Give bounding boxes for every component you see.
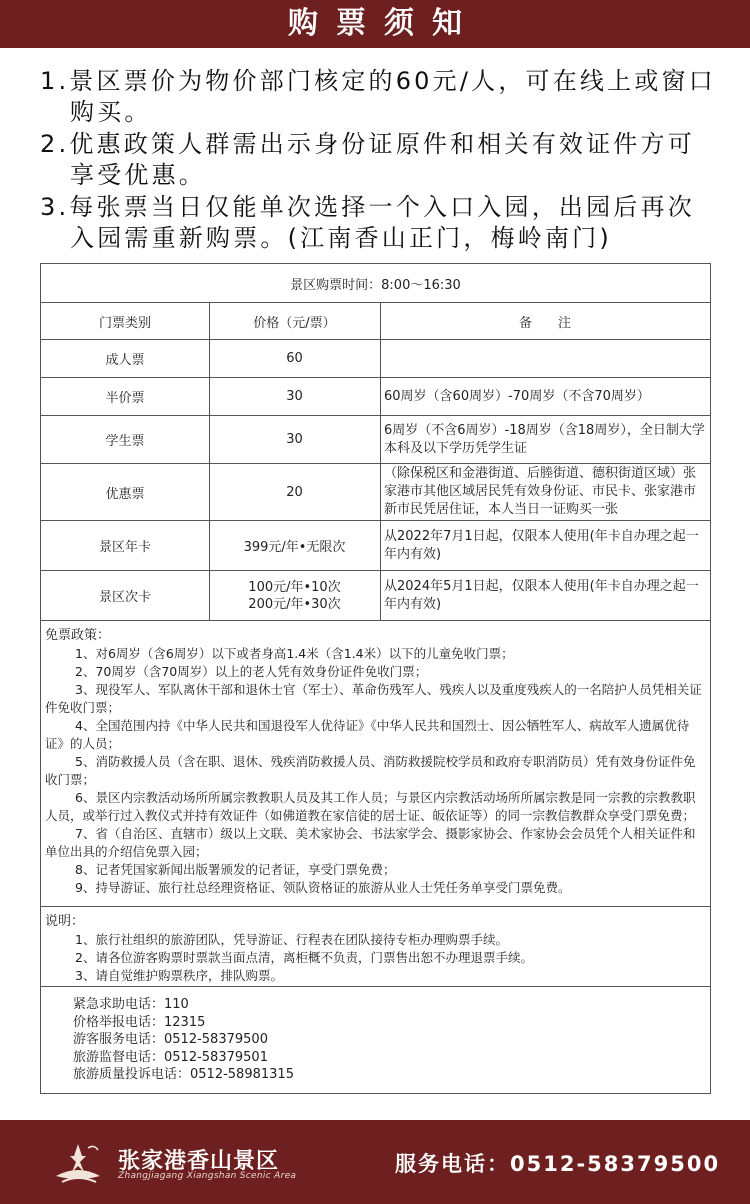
ticket-note: 从2022年7月1日起，仅限本人使用(年卡自办理之起一年内有效) (384, 528, 699, 562)
ticket-type: 成人票 (105, 353, 145, 368)
table-row (41, 571, 710, 621)
contact-line (73, 1049, 710, 1067)
notes-section (41, 907, 710, 987)
page-title: 购票须知 (288, 6, 480, 41)
exemption-item: 9、持导游证、旅行社总经理资格证、领队资格证的旅游从业人士凭任务单享受门票免费。 (75, 880, 571, 895)
header-price: 价格（元/票） (253, 315, 336, 331)
table-row (41, 464, 710, 521)
table-row (41, 416, 710, 464)
ticket-note: 60周岁（含60周岁）-70周岁（不含70周岁） (384, 388, 650, 404)
rule-item: 2.优惠政策人群需出示身份证原件和相关有效证件方可享受优惠。 (40, 130, 695, 189)
ticket-type: 学生票 (105, 434, 145, 449)
brand-name-en: Zhangjiagang Xiangshan Scenic Area (118, 1171, 297, 1181)
exemption-item: 6、景区内宗教活动场所所属宗教教职人员及其工作人员；与景区内宗教活动场所所属宗教是同一宗教的宗教教职人员，或举行过入教仪式并持有效证件（如佛道教在家信徒的居士证、皈依证等）的同一宗教信教群众享受门票免费； (45, 790, 696, 823)
notice-box (40, 263, 711, 1094)
ticket-price: 30 (286, 432, 303, 447)
ticket-note: 6周岁（不含6周岁）-18周岁（含18周岁），全日制大学本科及以下学历凭学生证 (384, 422, 705, 456)
exemption-section (41, 621, 710, 907)
table-row (41, 340, 710, 378)
ticket-price: 20 (286, 484, 303, 500)
exemption-item: 2、70周岁（含70周岁）以上的老人凭有效身份证件免收门票； (75, 664, 428, 679)
service-hotline: 服务电话：0512-58379500 (395, 1152, 721, 1176)
footer-bar (0, 1120, 750, 1204)
ticket-type: 景区次卡 (98, 590, 151, 605)
contact-line (73, 1066, 710, 1084)
price-option: 100元/年•10次 (248, 579, 341, 595)
price-option: 200元/年•30次 (248, 596, 341, 612)
table-row (41, 521, 710, 571)
exemption-item: 1、对6周岁（含6周岁）以下或者身高1.4米（含1.4米）以下的儿童免收门票； (75, 646, 514, 661)
ticket-note: （除保税区和金港街道、后塍街道、德积街道区域）张家港市其他区域居民凭有效身份证、市民卡、张家港市新市民凭居住证，本人当日一证购买一张 (384, 466, 697, 517)
notes-item: 1、旅行社组织的旅游团队，凭导游证、行程表在团队接待专柜办理购票手续。 (75, 932, 508, 947)
contact-label: 旅游质量投诉电话： (73, 1067, 191, 1083)
rule-item: 3.每张票当日仅能单次选择一个入口入园，出园后再次入园需重新购票。(江南香山正门，梅岭南门) (40, 193, 695, 252)
exemption-item: 5、消防救援人员（含在职、退休、残疾消防救援人员、消防救援院校学员和政府专职消防员）凭有效身份证件免收门票； (45, 754, 696, 787)
exemption-item: 8、记者凭国家新闻出版署颁发的记者证，享受门票免费； (75, 862, 396, 877)
ticket-price: 399元/年•无限次 (243, 540, 346, 555)
contact-line (73, 1031, 710, 1049)
ticket-type: 优惠票 (105, 486, 145, 502)
exemption-title: 免票政策： (45, 628, 111, 643)
ticket-hours: 景区购票时间：8:00～16:30 (290, 277, 461, 293)
table-header-row (41, 303, 710, 340)
scenic-logo-icon (52, 1136, 104, 1188)
notes-item: 2、请各位游客购票时票款当面点清，离柜概不负责，门票售出恕不办理退票手续。 (75, 950, 533, 965)
contact-list (41, 990, 710, 1084)
contact-number: 12315 (164, 1014, 206, 1030)
ticket-price: 60 (286, 351, 303, 366)
contact-number: 0512-58981315 (190, 1067, 294, 1083)
ticket-type: 景区年卡 (98, 540, 151, 555)
ticket-note: 从2024年5月1日起，仅限本人使用(年卡自办理之起一年内有效) (384, 578, 699, 612)
contact-number: 110 (164, 997, 189, 1012)
exemption-item: 3、现役军人、军队离休干部和退休士官（军士）、革命伤残军人、残疾人以及重度残疾人的一名陪护人员凭相关证件免收门票； (45, 682, 702, 715)
notes-item: 3、请自觉维护购票秩序，排队购票。 (75, 968, 283, 983)
ticket-note (380, 340, 710, 377)
contact-label: 旅游监督电话： (73, 1049, 165, 1065)
contact-line (73, 996, 710, 1014)
contact-line (73, 1014, 710, 1032)
purchase-rules (40, 66, 720, 255)
notes-title: 说明： (45, 914, 85, 929)
brand-name: 张家港香山景区 (118, 1149, 280, 1174)
contact-label: 游客服务电话： (73, 1032, 165, 1048)
exemption-item: 7、省（自治区、直辖市）级以上文联、美术家协会、书法家学会、摄影家协会、作家协会会员凭个人相关证件和单位出具的介绍信免票入园； (45, 826, 696, 859)
table-row (41, 378, 710, 416)
ticket-hours-row (41, 264, 710, 303)
ticket-type: 半价票 (105, 391, 145, 406)
contact-number: 0512-58379500 (164, 1032, 268, 1048)
contact-label: 紧急求助电话： (73, 997, 165, 1012)
rule-item: 1.景区票价为物价部门核定的60元/人，可在线上或窗口购买。 (40, 67, 716, 126)
ticket-price (209, 571, 380, 620)
exemption-item: 4、全国范围内持《中华人民共和国退役军人优待证》《中华人民共和国烈士、因公牺牲军人、病故军人遗属优待证》的人员； (45, 718, 690, 751)
header-type: 门票类别 (98, 315, 151, 331)
ticket-price: 30 (286, 389, 303, 404)
header-note: 备 注 (518, 315, 571, 331)
contact-label: 价格举报电话： (73, 1014, 165, 1030)
contact-number: 0512-58379501 (164, 1049, 268, 1065)
